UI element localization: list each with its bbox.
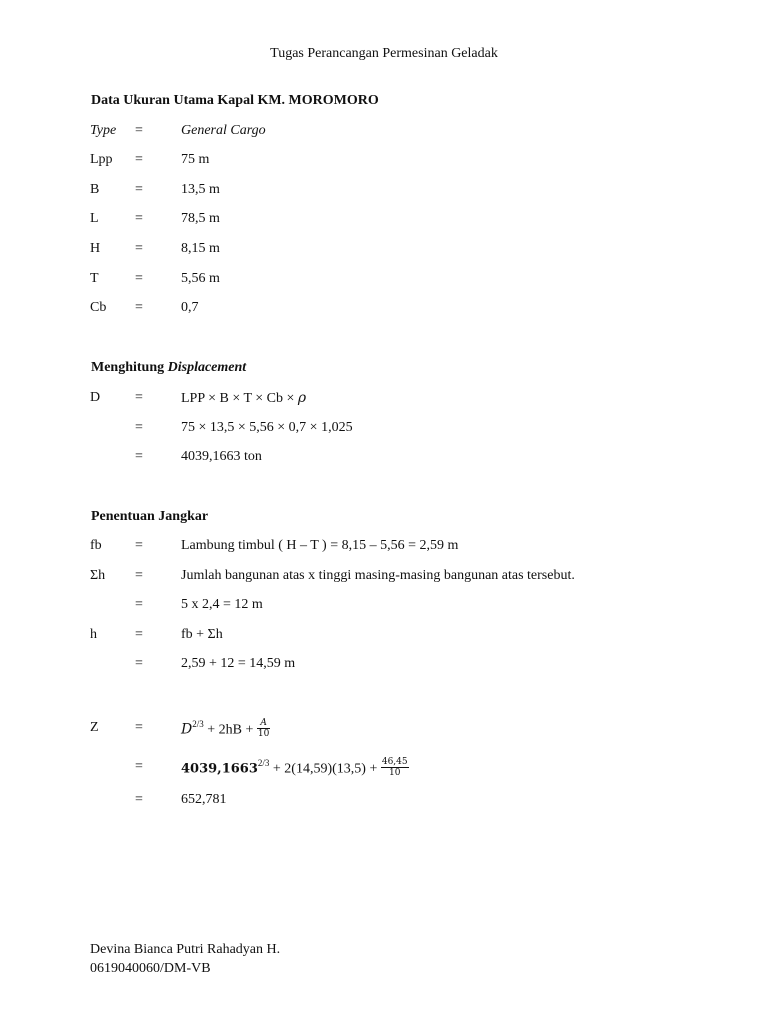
exp-den: 3 [199, 718, 204, 729]
rho-symbol: ρ [297, 390, 307, 406]
equals-sign: = [135, 759, 143, 774]
fraction-denominator: 10 [257, 729, 270, 739]
equals-sign: = [135, 420, 143, 435]
row-value: 75 m [181, 152, 210, 167]
row-h [0, 241, 768, 261]
row-label: h [90, 627, 97, 642]
fraction [381, 757, 409, 778]
row-label: H [90, 241, 101, 256]
row-label: D [90, 390, 101, 405]
row-b [0, 182, 768, 202]
row-value: Lambung timbul ( H – T ) = 8,15 – 5,56 = 2,59 m [181, 538, 459, 553]
row-value: 13,5 m [181, 182, 220, 197]
equals-sign: = [135, 792, 143, 807]
row-d-result [0, 449, 768, 469]
footer-id: 0619040060/DM-VB [90, 961, 211, 976]
page-header: Tugas Perancangan Permesinan Geladak [270, 46, 498, 61]
row-value: 0,7 [181, 300, 199, 315]
heading-italic: Displacement [167, 360, 247, 375]
row-sum-h-value [0, 597, 768, 617]
exp-num: 2 [257, 757, 263, 768]
equals-sign: = [135, 390, 143, 405]
row-label: B [90, 182, 100, 197]
row-fb [0, 538, 768, 558]
row-value: 5 x 2,4 = 12 m [181, 597, 263, 612]
fraction-denominator: 10 [389, 768, 401, 778]
equals-sign: = [135, 627, 143, 642]
row-l [0, 211, 768, 231]
row-cb [0, 300, 768, 320]
z-exponent: 2/3 [257, 757, 270, 768]
row-lpp [0, 152, 768, 172]
fraction [257, 718, 270, 739]
section-heading-ship-data: Data Ukuran Utama Kapal KM. MOROMORO [91, 93, 379, 108]
section-heading-displacement [91, 360, 246, 376]
row-value: 5,56 m [181, 271, 220, 286]
row-h-result [0, 656, 768, 676]
exp-den: 3 [264, 757, 270, 768]
row-d-substitution [0, 420, 768, 440]
exp-num: 2 [192, 718, 197, 729]
row-value: 75 × 13,5 × 5,56 × 0,7 × 1,025 [181, 420, 353, 435]
row-value: 78,5 m [181, 211, 220, 226]
z-base: D [181, 721, 193, 738]
row-value: 652,781 [181, 792, 227, 807]
equals-sign: = [135, 182, 143, 197]
row-type [0, 123, 768, 143]
row-value: fb + Σh [181, 627, 223, 642]
row-label: T [90, 271, 99, 286]
section-heading-anchor: Penentuan Jangkar [91, 509, 209, 524]
equals-sign: = [135, 300, 143, 315]
formula-text: LPP × B × T × Cb × [181, 391, 298, 406]
equals-sign: = [135, 241, 143, 256]
z-base: 4039,1663 [181, 761, 258, 777]
row-h-formula [0, 627, 768, 647]
equals-sign: = [135, 720, 143, 735]
footer-author: Devina Bianca Putri Rahadyan H. [90, 942, 281, 957]
row-label: L [90, 211, 99, 226]
row-t [0, 271, 768, 291]
row-label: Z [90, 720, 99, 735]
row-label: fb [90, 538, 102, 553]
equals-sign: = [135, 271, 143, 286]
row-z-result [0, 792, 768, 812]
equals-sign: = [135, 449, 143, 464]
row-value [181, 720, 270, 741]
fraction-numerator: 46,45 [381, 757, 408, 767]
row-z-formula [0, 720, 768, 746]
row-label: Σh [90, 568, 106, 583]
equals-sign: = [135, 538, 143, 553]
row-value: General Cargo [181, 123, 266, 138]
equals-sign: = [135, 152, 143, 167]
row-value [181, 759, 409, 780]
fraction-numerator: A [257, 718, 270, 729]
row-value: 4039,1663 ton [181, 449, 262, 464]
equals-sign: = [135, 568, 143, 583]
row-d-formula [0, 390, 768, 410]
row-label: Cb [90, 300, 107, 315]
row-z-substitution [0, 759, 768, 785]
row-label: Type [90, 123, 117, 138]
equals-sign: = [135, 211, 143, 226]
equals-sign: = [135, 597, 143, 612]
row-sum-h [0, 568, 768, 588]
heading-prefix: Menghitung [91, 360, 168, 375]
row-value: 2,59 + 12 = 14,59 m [181, 656, 296, 671]
equals-sign: = [135, 656, 143, 671]
row-value: Jumlah bangunan atas x tinggi masing-masing bangunan atas tersebut. [181, 568, 575, 583]
row-value: 8,15 m [181, 241, 220, 256]
equals-sign: = [135, 123, 143, 138]
z-mid-terms: + 2(14,59)(13,5) + [269, 761, 381, 777]
z-exponent: 2/3 [192, 718, 204, 729]
row-value [181, 390, 306, 407]
z-mid-terms: + 2hB + [203, 722, 257, 738]
row-label: Lpp [90, 152, 113, 167]
